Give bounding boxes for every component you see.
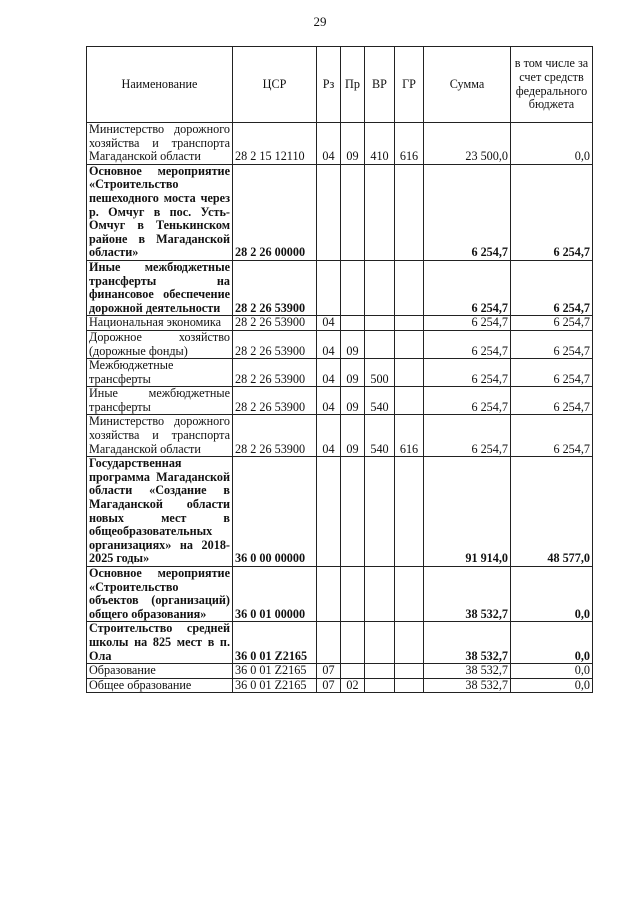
cell-sum: 6 254,7 [424, 316, 511, 331]
table-row [87, 415, 593, 457]
cell-rz: 04 [317, 415, 341, 457]
cell-sum: 6 254,7 [424, 415, 511, 457]
cell-pr: 02 [341, 678, 365, 693]
cell-gr: 616 [395, 415, 424, 457]
cell-sum: 6 254,7 [424, 387, 511, 415]
table-row [87, 123, 593, 165]
table-row [87, 567, 593, 622]
cell-vr [365, 164, 395, 260]
cell-gr [395, 387, 424, 415]
cell-vr [365, 316, 395, 331]
cell-name: Дорожное хозяйство (дорожные фонды) [87, 330, 233, 358]
cell-federal: 0,0 [511, 664, 593, 679]
cell-federal: 6 254,7 [511, 316, 593, 331]
cell-pr [341, 457, 365, 567]
cell-gr [395, 457, 424, 567]
cell-csr: 36 0 01 Z2165 [233, 678, 317, 693]
cell-vr: 410 [365, 123, 395, 165]
cell-gr [395, 260, 424, 315]
cell-federal: 0,0 [511, 123, 593, 165]
cell-vr [365, 664, 395, 679]
cell-rz [317, 164, 341, 260]
cell-gr [395, 330, 424, 358]
table-row [87, 316, 593, 331]
cell-gr [395, 622, 424, 664]
table-row [87, 164, 593, 260]
cell-pr [341, 567, 365, 622]
cell-federal: 48 577,0 [511, 457, 593, 567]
cell-sum: 6 254,7 [424, 330, 511, 358]
header-vr: ВР [365, 47, 395, 123]
cell-vr: 500 [365, 359, 395, 387]
cell-name: Государственная программа Магаданской области «Создание в Магаданской области новых мест в общеобразовательных организациях» на 2018-2025 годы» [87, 457, 233, 567]
cell-federal: 6 254,7 [511, 415, 593, 457]
table-row [87, 359, 593, 387]
cell-pr [341, 664, 365, 679]
cell-rz [317, 457, 341, 567]
cell-gr: 616 [395, 123, 424, 165]
cell-csr: 28 2 26 00000 [233, 164, 317, 260]
cell-rz: 04 [317, 330, 341, 358]
cell-rz [317, 567, 341, 622]
table-body [87, 123, 593, 693]
cell-vr [365, 622, 395, 664]
cell-csr: 28 2 26 53900 [233, 260, 317, 315]
cell-gr [395, 664, 424, 679]
cell-sum: 38 532,7 [424, 567, 511, 622]
cell-sum: 23 500,0 [424, 123, 511, 165]
cell-name: Образование [87, 664, 233, 679]
cell-name: Межбюджетные трансферты [87, 359, 233, 387]
cell-rz: 04 [317, 123, 341, 165]
cell-federal: 0,0 [511, 622, 593, 664]
cell-vr [365, 457, 395, 567]
table-row [87, 330, 593, 358]
cell-rz: 07 [317, 664, 341, 679]
cell-pr [341, 260, 365, 315]
cell-pr: 09 [341, 415, 365, 457]
cell-sum: 38 532,7 [424, 678, 511, 693]
cell-name: Министерство дорожного хозяйства и транспорта Магаданской области [87, 123, 233, 165]
cell-csr: 28 2 26 53900 [233, 316, 317, 331]
cell-gr [395, 678, 424, 693]
cell-sum: 38 532,7 [424, 664, 511, 679]
header-gr: ГР [395, 47, 424, 123]
table-row [87, 260, 593, 315]
cell-name: Основное мероприятие «Строительство объектов (организаций) общего образования» [87, 567, 233, 622]
cell-csr: 36 0 01 Z2165 [233, 622, 317, 664]
cell-rz [317, 622, 341, 664]
cell-csr: 28 2 26 53900 [233, 387, 317, 415]
cell-rz: 04 [317, 316, 341, 331]
header-federal: в том числе за счет средств федерального бюджета [511, 47, 593, 123]
cell-vr [365, 567, 395, 622]
cell-pr [341, 622, 365, 664]
cell-csr: 28 2 26 53900 [233, 359, 317, 387]
cell-csr: 28 2 26 53900 [233, 415, 317, 457]
cell-federal: 6 254,7 [511, 260, 593, 315]
cell-name: Иные межбюджетные трансферты [87, 387, 233, 415]
table-row [87, 387, 593, 415]
cell-sum: 6 254,7 [424, 359, 511, 387]
cell-name: Общее образование [87, 678, 233, 693]
cell-federal: 6 254,7 [511, 359, 593, 387]
cell-csr: 28 2 15 12110 [233, 123, 317, 165]
cell-csr: 36 0 01 Z2165 [233, 664, 317, 679]
cell-gr [395, 359, 424, 387]
cell-federal: 6 254,7 [511, 164, 593, 260]
cell-vr: 540 [365, 415, 395, 457]
cell-sum: 91 914,0 [424, 457, 511, 567]
cell-pr [341, 316, 365, 331]
cell-name: Основное мероприятие «Строительство пешеходного моста через р. Омчуг в пос. Усть-Омчуг в Тенькинском районе в Магаданской области» [87, 164, 233, 260]
page-number: 29 [313, 14, 327, 29]
cell-federal: 0,0 [511, 678, 593, 693]
cell-vr [365, 678, 395, 693]
cell-name: Национальная экономика [87, 316, 233, 331]
cell-pr [341, 164, 365, 260]
cell-csr: 36 0 00 00000 [233, 457, 317, 567]
cell-vr [365, 330, 395, 358]
cell-gr [395, 567, 424, 622]
cell-sum: 6 254,7 [424, 260, 511, 315]
table-row [87, 664, 593, 679]
cell-name: Министерство дорожного хозяйства и транспорта Магаданской области [87, 415, 233, 457]
table-row [87, 678, 593, 693]
budget-table [86, 46, 593, 693]
cell-vr: 540 [365, 387, 395, 415]
cell-csr: 28 2 26 53900 [233, 330, 317, 358]
cell-pr: 09 [341, 387, 365, 415]
header-pr: Пр [341, 47, 365, 123]
cell-pr: 09 [341, 359, 365, 387]
cell-gr [395, 316, 424, 331]
cell-rz: 04 [317, 359, 341, 387]
cell-rz [317, 260, 341, 315]
cell-sum: 6 254,7 [424, 164, 511, 260]
table-row [87, 622, 593, 664]
header-csr: ЦСР [233, 47, 317, 123]
cell-name: Строительство средней школы на 825 мест в п. Ола [87, 622, 233, 664]
cell-rz: 04 [317, 387, 341, 415]
cell-federal: 6 254,7 [511, 330, 593, 358]
cell-federal: 6 254,7 [511, 387, 593, 415]
cell-sum: 38 532,7 [424, 622, 511, 664]
cell-vr [365, 260, 395, 315]
cell-pr: 09 [341, 123, 365, 165]
header-row [87, 47, 593, 123]
header-name: Наименование [87, 47, 233, 123]
cell-rz: 07 [317, 678, 341, 693]
header-rz: Рз [317, 47, 341, 123]
cell-federal: 0,0 [511, 567, 593, 622]
cell-name: Иные межбюджетные трансферты на финансовое обеспечение дорожной деятельности [87, 260, 233, 315]
cell-csr: 36 0 01 00000 [233, 567, 317, 622]
cell-gr [395, 164, 424, 260]
header-sum: Сумма [424, 47, 511, 123]
cell-pr: 09 [341, 330, 365, 358]
table-row [87, 457, 593, 567]
